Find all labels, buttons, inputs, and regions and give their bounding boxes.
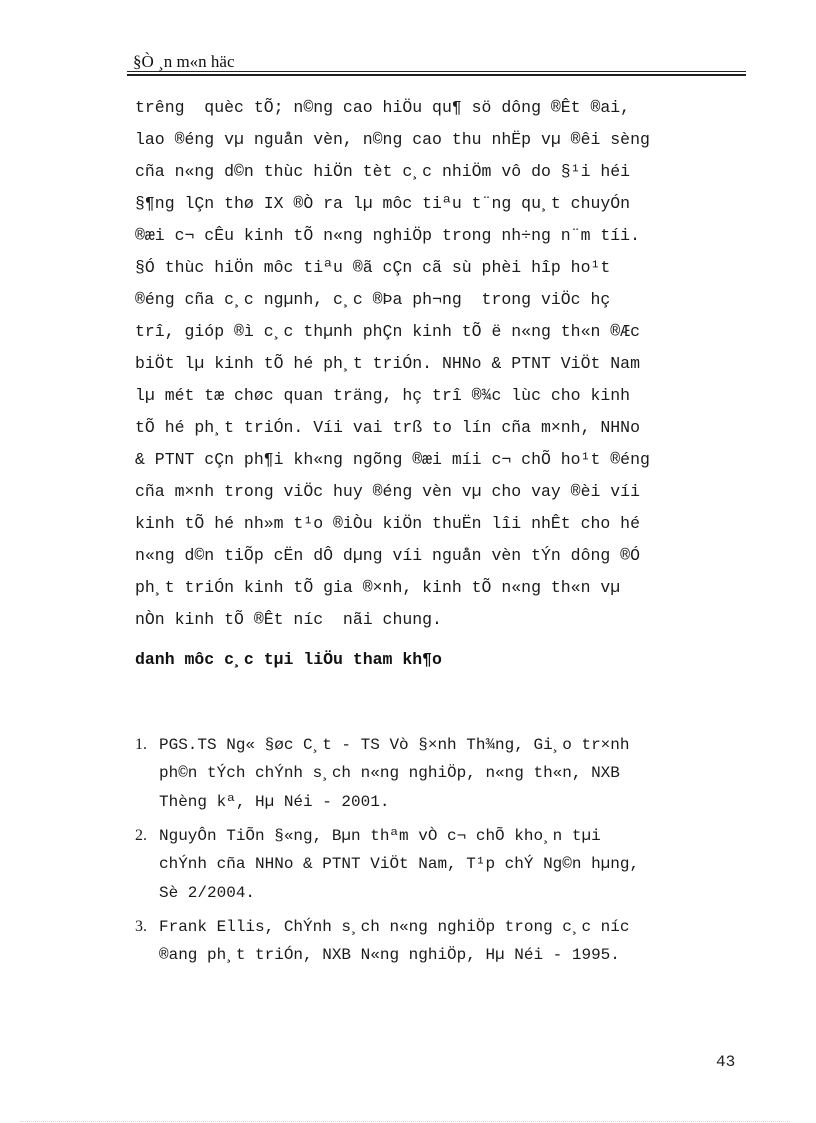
paragraph-line: lao ®éng vµ nguån vèn, n©ng cao thu nhËp vµ ®êi sèng <box>135 130 650 149</box>
header-rule-thick <box>127 74 746 76</box>
reference-text: Frank Ellis, ChÝnh s¸ch n«ng nghiÖp trong c¸c níc <box>159 918 630 936</box>
paragraph-line: ®éng cña c¸c ngµnh, c¸c ®Þa ph¬ng trong viÖc hç <box>135 290 611 309</box>
reference-number: 2. <box>135 827 147 844</box>
paragraph-line: §Ó thùc hiÖn môc tiªu ®ã cÇn cã sù phèi hîp ho¹t <box>135 258 611 277</box>
paragraph-line: cña m×nh trong viÖc huy ®éng vèn vµ cho vay ®èi víi <box>135 482 640 501</box>
reference-number: 1. <box>135 736 147 753</box>
paragraph-line: §¶ng lÇn thø IX ®Ò ra lµ môc tiªu t¨ng qu¸t chuyÓn <box>135 194 631 213</box>
reference-line: Thèng kª, Hµ Néi - 2001. <box>159 793 390 811</box>
paragraph-line: n«ng d©n tiÕp cËn dÔ dµng víi nguån vèn tÝn dông ®Ó <box>135 546 640 565</box>
paragraph-line: kinh tÕ hé nh»m t¹o ®iÒu kiÖn thuËn lîi nhÊt cho hé <box>135 514 640 533</box>
reference-item <box>135 730 775 817</box>
header-title: §Ò ¸n m«n häc <box>133 52 235 71</box>
reference-line: ®ang ph¸t triÓn, NXB N«ng nghiÖp, Hµ Néi - 1995. <box>159 946 620 964</box>
reference-line: ph©n tÝch chÝnh s¸ch n«ng nghiÖp, n«ng th«n, NXB <box>159 764 620 782</box>
paragraph-line: trî, gióp ®ì c¸c thµnh phÇn kinh tÕ ë n«ng th«n ®Æc <box>135 322 640 341</box>
reference-line: chÝnh cña NHNo & PTNT ViÖt Nam, T¹p chÝ Ng©n hµng, <box>159 855 640 873</box>
reference-item <box>135 912 775 970</box>
reference-item <box>135 821 775 908</box>
reference-line <box>135 730 775 759</box>
paragraph-line: tÕ hé ph¸t triÓn. Víi vai trß to lín cña m×nh, NHNo <box>135 418 640 437</box>
page-number: 43 <box>716 1053 736 1071</box>
paragraph-line: & PTNT cÇn ph¶i kh«ng ngõng ®æi míi c¬ chÕ ho¹t ®éng <box>135 450 650 469</box>
references-heading: danh môc c¸c tµi liÖu tham kh¶o <box>135 650 442 669</box>
references-list <box>135 730 775 974</box>
paragraph-line: cña n«ng d©n thùc hiÖn tèt c¸c nhiÖm vô do §¹i héi <box>135 162 631 181</box>
footer-divider <box>20 1121 790 1122</box>
body-paragraph <box>135 92 775 636</box>
paragraph-line: trêng quèc tÕ; n©ng cao hiÖu qu¶ sö dông ®Êt ®ai, <box>135 98 631 117</box>
paragraph-line: biÖt lµ kinh tÕ hé ph¸t triÓn. NHNo & PTNT ViÖt Nam <box>135 354 640 373</box>
paragraph-line: lµ mét tæ chøc quan träng, hç trî ®¾c lùc cho kinh <box>135 386 631 405</box>
reference-line: Sè 2/2004. <box>159 884 256 902</box>
header-rule-thin <box>127 71 746 72</box>
reference-text: PGS.TS Ng« §øc C¸t - TS Vò §×nh Th¾ng, Gi¸o tr×nh <box>159 736 630 754</box>
reference-line <box>135 912 775 941</box>
paragraph-line: nÒn kinh tÕ ®Êt níc nãi chung. <box>135 610 442 629</box>
paragraph-line: ®æi c¬ cÊu kinh tÕ n«ng nghiÖp trong nh÷ng n¨m tíi. <box>135 226 640 245</box>
paragraph-line: ph¸t triÓn kinh tÕ gia ®×nh, kinh tÕ n«ng th«n vµ <box>135 578 621 597</box>
reference-line <box>135 821 775 850</box>
reference-text: NguyÔn TiÕn §«ng, Bµn thªm vÒ c¬ chÕ kho¸n tµi <box>159 827 601 845</box>
reference-number: 3. <box>135 918 147 935</box>
